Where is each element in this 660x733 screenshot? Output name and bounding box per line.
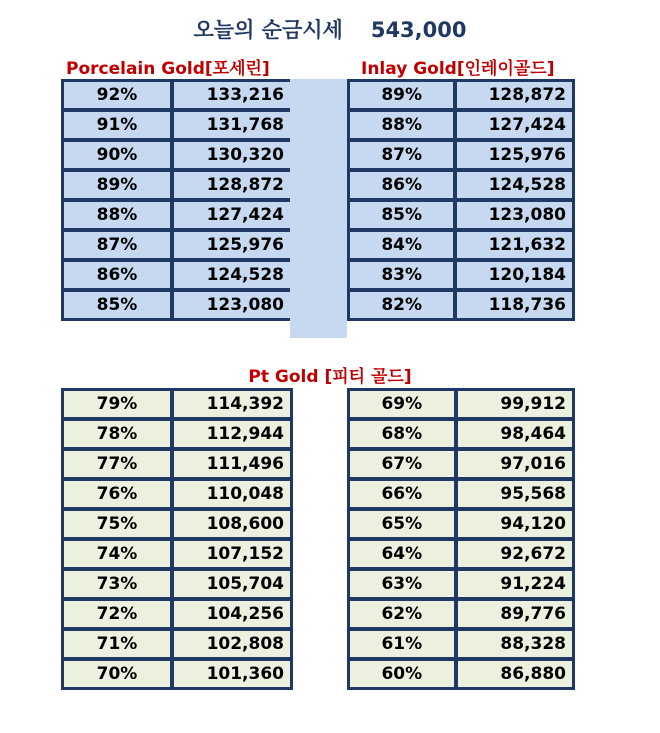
porcelain-inlay-section — [61, 79, 575, 339]
pt-right-row — [348, 419, 574, 449]
pt-right-percent: 69% — [348, 389, 456, 419]
pt-right-price: 99,912 — [456, 389, 574, 419]
pt-left-percent: 72% — [62, 599, 172, 629]
inlay-percent: 84% — [348, 230, 455, 260]
pt-right-percent: 68% — [348, 419, 456, 449]
pt-left-percent: 74% — [62, 539, 172, 569]
pt-right-price: 92,672 — [456, 539, 574, 569]
inlay-row — [348, 110, 574, 140]
pt-left-percent: 73% — [62, 569, 172, 599]
pt-left-price: 108,600 — [172, 509, 292, 539]
porcelain-percent: 89% — [62, 170, 172, 200]
pt-left-row — [62, 659, 292, 689]
pt-right-row — [348, 599, 574, 629]
pt-right-price: 86,880 — [456, 659, 574, 689]
porcelain-row — [62, 140, 292, 170]
pt-left-price: 107,152 — [172, 539, 292, 569]
pt-right-row — [348, 539, 574, 569]
pt-left-percent: 75% — [62, 509, 172, 539]
pt-right-percent: 65% — [348, 509, 456, 539]
inlay-price: 128,872 — [455, 80, 574, 110]
pt-left-row — [62, 539, 292, 569]
porcelain-price: 128,872 — [172, 170, 292, 200]
inlay-row — [348, 200, 574, 230]
pt-right-row — [348, 629, 574, 659]
pt-right-price: 95,568 — [456, 479, 574, 509]
porcelain-percent: 87% — [62, 230, 172, 260]
pt-right-percent: 62% — [348, 599, 456, 629]
porcelain-row — [62, 230, 292, 260]
porcelain-row — [62, 260, 292, 290]
pt-left-price: 102,808 — [172, 629, 292, 659]
pt-right-row — [348, 479, 574, 509]
porcelain-price: 127,424 — [172, 200, 292, 230]
inlay-price: 127,424 — [455, 110, 574, 140]
pt-left-row — [62, 629, 292, 659]
pt-right-row — [348, 509, 574, 539]
pt-left-percent: 70% — [62, 659, 172, 689]
pt-left-price: 112,944 — [172, 419, 292, 449]
inlay-price: 125,976 — [455, 140, 574, 170]
porcelain-percent: 90% — [62, 140, 172, 170]
inlay-percent: 88% — [348, 110, 455, 140]
inlay-percent: 85% — [348, 200, 455, 230]
inlay-percent: 86% — [348, 170, 455, 200]
section-gap — [290, 79, 347, 338]
pt-left-table — [61, 388, 293, 690]
porcelain-percent: 86% — [62, 260, 172, 290]
pt-left-row — [62, 389, 292, 419]
inlay-row — [348, 140, 574, 170]
inlay-row — [348, 80, 574, 110]
porcelain-percent: 91% — [62, 110, 172, 140]
inlay-row — [348, 170, 574, 200]
pt-right-table — [347, 388, 575, 690]
pt-right-row — [348, 449, 574, 479]
pt-right-row — [348, 569, 574, 599]
porcelain-price: 131,768 — [172, 110, 292, 140]
pt-right-percent: 66% — [348, 479, 456, 509]
pt-left-price: 104,256 — [172, 599, 292, 629]
pt-left-percent: 78% — [62, 419, 172, 449]
porcelain-row — [62, 170, 292, 200]
porcelain-row — [62, 200, 292, 230]
porcelain-price: 133,216 — [172, 80, 292, 110]
pt-right-price: 88,328 — [456, 629, 574, 659]
pt-left-row — [62, 599, 292, 629]
pt-left-price: 101,360 — [172, 659, 292, 689]
inlay-percent: 87% — [348, 140, 455, 170]
pt-section — [61, 388, 575, 713]
pt-right-percent: 64% — [348, 539, 456, 569]
pt-left-row — [62, 569, 292, 599]
inlay-price: 120,184 — [455, 260, 574, 290]
pt-right-percent: 63% — [348, 569, 456, 599]
inlay-table — [347, 79, 575, 321]
pt-left-percent: 77% — [62, 449, 172, 479]
pt-left-price: 105,704 — [172, 569, 292, 599]
title-text: 오늘의 순금시세 — [193, 18, 343, 42]
inlay-percent: 82% — [348, 290, 455, 320]
porcelain-price: 130,320 — [172, 140, 292, 170]
pt-left-row — [62, 509, 292, 539]
inlay-price: 121,632 — [455, 230, 574, 260]
pt-label: Pt Gold [피티 골드] — [248, 367, 412, 387]
porcelain-label: Porcelain Gold[포세린] — [66, 59, 270, 79]
pt-left-percent: 79% — [62, 389, 172, 419]
pt-left-percent: 71% — [62, 629, 172, 659]
pt-left-percent: 76% — [62, 479, 172, 509]
pt-left-price: 114,392 — [172, 389, 292, 419]
pt-left-price: 110,048 — [172, 479, 292, 509]
porcelain-percent: 85% — [62, 290, 172, 320]
inlay-label: Inlay Gold[인레이골드] — [361, 59, 555, 79]
pt-left-price: 111,496 — [172, 449, 292, 479]
porcelain-row — [62, 110, 292, 140]
inlay-row — [348, 290, 574, 320]
pt-right-percent: 61% — [348, 629, 456, 659]
pt-right-price: 98,464 — [456, 419, 574, 449]
inlay-price: 123,080 — [455, 200, 574, 230]
porcelain-price: 125,976 — [172, 230, 292, 260]
inlay-row — [348, 260, 574, 290]
pt-left-row — [62, 419, 292, 449]
porcelain-price: 124,528 — [172, 260, 292, 290]
porcelain-row — [62, 290, 292, 320]
porcelain-percent: 92% — [62, 80, 172, 110]
pt-right-row — [348, 389, 574, 419]
pt-right-percent: 60% — [348, 659, 456, 689]
inlay-price: 124,528 — [455, 170, 574, 200]
inlay-price: 118,736 — [455, 290, 574, 320]
inlay-percent: 89% — [348, 80, 455, 110]
porcelain-row — [62, 80, 292, 110]
inlay-row — [348, 230, 574, 260]
page-title — [0, 14, 660, 44]
pt-left-row — [62, 479, 292, 509]
pt-right-price: 94,120 — [456, 509, 574, 539]
pt-right-percent: 67% — [348, 449, 456, 479]
porcelain-price: 123,080 — [172, 290, 292, 320]
inlay-percent: 83% — [348, 260, 455, 290]
pt-right-price: 97,016 — [456, 449, 574, 479]
porcelain-table — [61, 79, 293, 321]
porcelain-percent: 88% — [62, 200, 172, 230]
pt-right-row — [348, 659, 574, 689]
pt-right-price: 89,776 — [456, 599, 574, 629]
pt-left-row — [62, 449, 292, 479]
pt-right-price: 91,224 — [456, 569, 574, 599]
gold-price: 543,000 — [370, 18, 467, 42]
